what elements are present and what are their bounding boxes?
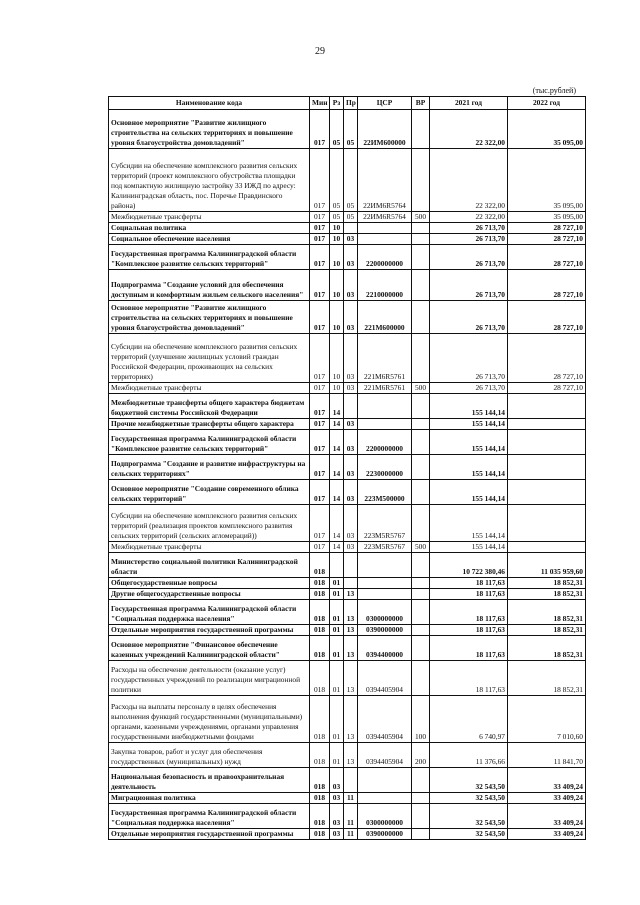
cell-2022: 35 095,00 [508, 149, 586, 212]
cell-min: 017 [310, 110, 330, 149]
cell-2021: 155 144,14 [430, 542, 508, 553]
cell-2021: 155 144,14 [430, 480, 508, 505]
cell-rz: 03 [330, 768, 344, 793]
cell-pr: 13 [344, 600, 358, 625]
cell-rz: 05 [330, 212, 344, 223]
cell-csr: 2230000000 [358, 455, 412, 480]
cell-min: 017 [310, 419, 330, 430]
cell-pr [344, 768, 358, 793]
cell-min: 018 [310, 578, 330, 589]
cell-vr [412, 394, 430, 419]
cell-2021: 26 713,70 [430, 334, 508, 383]
cell-2022: 33 409,24 [508, 793, 586, 804]
cell-csr [358, 793, 412, 804]
cell-vr [412, 768, 430, 793]
cell-vr: 500 [412, 383, 430, 394]
cell-2022 [508, 480, 586, 505]
cell-min: 017 [310, 234, 330, 245]
cell-min: 017 [310, 455, 330, 480]
cell-name: Основное мероприятие "Развитие жилищного строительства на сельских территориях и повышение уровня благоустройства домовладений" [109, 301, 310, 334]
cell-2021: 155 144,14 [430, 455, 508, 480]
cell-name: Общегосударственные вопросы [109, 578, 310, 589]
cell-min: 017 [310, 245, 330, 270]
cell-pr: 05 [344, 110, 358, 149]
table-row [109, 223, 586, 234]
cell-2022: 28 727,10 [508, 245, 586, 270]
cell-min: 018 [310, 589, 330, 600]
cell-csr: 0394405904 [358, 661, 412, 696]
table-header-row [109, 97, 586, 110]
cell-min: 017 [310, 383, 330, 394]
cell-min: 018 [310, 804, 330, 829]
col-header-min: Мин [310, 97, 330, 110]
cell-rz: 14 [330, 419, 344, 430]
cell-rz: 05 [330, 149, 344, 212]
cell-vr [412, 829, 430, 840]
cell-2021: 26 713,70 [430, 245, 508, 270]
cell-vr [412, 110, 430, 149]
cell-rz [330, 553, 344, 578]
cell-pr: 13 [344, 696, 358, 743]
cell-rz: 10 [330, 301, 344, 334]
cell-name: Министерство социальной политики Калининградской области [109, 553, 310, 578]
cell-2022: 35 095,00 [508, 110, 586, 149]
cell-vr [412, 625, 430, 636]
cell-csr: 22ИМ600000 [358, 110, 412, 149]
cell-csr [358, 553, 412, 578]
cell-min: 017 [310, 212, 330, 223]
cell-2022: 11 841,70 [508, 743, 586, 768]
cell-pr: 05 [344, 212, 358, 223]
col-header-2022: 2022 год [508, 97, 586, 110]
cell-vr [412, 455, 430, 480]
cell-2021: 26 713,70 [430, 301, 508, 334]
cell-name: Национальная безопасность и правоохранительная деятельность [109, 768, 310, 793]
cell-2021: 18 117,63 [430, 589, 508, 600]
cell-name: Другие общегосударственные вопросы [109, 589, 310, 600]
cell-pr: 03 [344, 245, 358, 270]
cell-rz: 01 [330, 600, 344, 625]
cell-pr: 03 [344, 505, 358, 542]
col-header-pr: Пр [344, 97, 358, 110]
cell-2022: 28 727,10 [508, 234, 586, 245]
cell-vr [412, 245, 430, 270]
cell-2022 [508, 430, 586, 455]
cell-name: Межбюджетные трансферты общего характера бюджетам бюджетной системы Российской Федерации [109, 394, 310, 419]
cell-csr: 22ИМ6R5764 [358, 212, 412, 223]
table-row [109, 578, 586, 589]
cell-min: 017 [310, 149, 330, 212]
cell-2021: 22 322,00 [430, 149, 508, 212]
cell-min: 017 [310, 394, 330, 419]
cell-2022: 35 095,00 [508, 212, 586, 223]
cell-vr [412, 600, 430, 625]
cell-csr: 0390000000 [358, 625, 412, 636]
cell-vr [412, 234, 430, 245]
cell-csr [358, 578, 412, 589]
cell-min: 017 [310, 223, 330, 234]
cell-2021: 155 144,14 [430, 419, 508, 430]
table-row [109, 455, 586, 480]
cell-csr [358, 394, 412, 419]
cell-min: 018 [310, 768, 330, 793]
cell-2022 [508, 394, 586, 419]
col-header-vr: ВР [412, 97, 430, 110]
cell-min: 018 [310, 661, 330, 696]
cell-csr: 0390000000 [358, 829, 412, 840]
cell-rz: 01 [330, 661, 344, 696]
cell-2022: 18 852,31 [508, 589, 586, 600]
cell-rz: 01 [330, 578, 344, 589]
cell-vr [412, 505, 430, 542]
table-row [109, 149, 586, 212]
cell-2022 [508, 455, 586, 480]
table-row [109, 110, 586, 149]
cell-pr [344, 553, 358, 578]
budget-table [108, 96, 586, 840]
cell-vr [412, 661, 430, 696]
cell-rz: 05 [330, 110, 344, 149]
cell-vr: 500 [412, 542, 430, 553]
table-row [109, 301, 586, 334]
table-row [109, 383, 586, 394]
cell-2021: 26 713,70 [430, 383, 508, 394]
col-header-csr: ЦСР [358, 97, 412, 110]
cell-rz: 01 [330, 636, 344, 661]
cell-pr: 03 [344, 480, 358, 505]
col-header-2021: 2021 год [430, 97, 508, 110]
cell-pr: 03 [344, 430, 358, 455]
cell-2021: 32 543,50 [430, 768, 508, 793]
cell-min: 018 [310, 600, 330, 625]
cell-vr [412, 430, 430, 455]
cell-name: Государственная программа Калининградской области "Социальная поддержка населения" [109, 804, 310, 829]
cell-pr: 11 [344, 829, 358, 840]
cell-2022: 28 727,10 [508, 301, 586, 334]
cell-name: Прочие межбюджетные трансферты общего характера [109, 419, 310, 430]
cell-2021: 155 144,14 [430, 430, 508, 455]
cell-name: Субсидии на обеспечение комплексного развития сельских территорий (проект комплексного обустройства площадки под компактную жилищную застройку 33 ИЖД по адресу: Калининградская область, пос. Поречье Правдинского района) [109, 149, 310, 212]
cell-min: 018 [310, 829, 330, 840]
cell-rz: 03 [330, 829, 344, 840]
cell-rz: 14 [330, 505, 344, 542]
cell-2021: 11 376,66 [430, 743, 508, 768]
col-header-rz: Рз [330, 97, 344, 110]
cell-rz: 14 [330, 480, 344, 505]
cell-pr: 03 [344, 270, 358, 301]
cell-csr [358, 419, 412, 430]
cell-name: Отдельные мероприятия государственной программы [109, 625, 310, 636]
cell-2022 [508, 505, 586, 542]
cell-2022: 28 727,10 [508, 223, 586, 234]
cell-vr [412, 223, 430, 234]
cell-name: Государственная программа Калининградской области "Комплексное развитие сельских территорий" [109, 430, 310, 455]
cell-name: Социальная политика [109, 223, 310, 234]
table-row [109, 480, 586, 505]
cell-2022: 33 409,24 [508, 768, 586, 793]
table-row [109, 553, 586, 578]
cell-2021: 22 322,00 [430, 110, 508, 149]
cell-2021: 32 543,50 [430, 804, 508, 829]
cell-name: Государственная программа Калининградской области "Комплексное развитие сельских территорий" [109, 245, 310, 270]
cell-pr: 13 [344, 589, 358, 600]
cell-name: Подпрограмма "Создание и развитие инфраструктуры на сельских территориях" [109, 455, 310, 480]
cell-csr: 0394405904 [358, 743, 412, 768]
cell-2022: 11 035 959,60 [508, 553, 586, 578]
units-label: (тыс.рублей) [532, 86, 576, 95]
table-row [109, 743, 586, 768]
cell-2021: 22 322,00 [430, 212, 508, 223]
table-row [109, 212, 586, 223]
cell-csr: 2200000000 [358, 430, 412, 455]
cell-2021: 18 117,63 [430, 625, 508, 636]
cell-min: 018 [310, 553, 330, 578]
cell-name: Подпрограмма "Создание условий для обеспечения доступным и комфортным жильем сельского населения" [109, 270, 310, 301]
cell-2021: 18 117,63 [430, 600, 508, 625]
cell-2021: 32 543,50 [430, 793, 508, 804]
cell-name: Закупка товаров, работ и услуг для обеспечения государственных (муниципальных) нужд [109, 743, 310, 768]
col-header-name: Наименование кода [109, 97, 310, 110]
cell-2022: 18 852,31 [508, 578, 586, 589]
cell-name: Межбюджетные трансферты [109, 542, 310, 553]
table-row [109, 793, 586, 804]
cell-csr [358, 589, 412, 600]
cell-rz: 01 [330, 743, 344, 768]
cell-vr [412, 480, 430, 505]
cell-rz: 01 [330, 625, 344, 636]
table-row [109, 636, 586, 661]
cell-vr [412, 553, 430, 578]
cell-min: 018 [310, 793, 330, 804]
cell-csr: 0394400000 [358, 636, 412, 661]
cell-csr: 221М6R5761 [358, 383, 412, 394]
cell-min: 017 [310, 505, 330, 542]
cell-rz: 03 [330, 804, 344, 829]
cell-vr [412, 793, 430, 804]
table-row [109, 430, 586, 455]
cell-vr: 100 [412, 696, 430, 743]
cell-min: 018 [310, 696, 330, 743]
cell-name: Расходы на обеспечение деятельности (оказание услуг) государственных учреждений по реализации миграционной политики [109, 661, 310, 696]
cell-2021: 155 144,14 [430, 505, 508, 542]
cell-name: Основное мероприятие "Развитие жилищного строительства на сельских территориях и повышение уровня благоустройства домовладений" [109, 110, 310, 149]
table-row [109, 696, 586, 743]
table-row [109, 419, 586, 430]
cell-2021: 18 117,63 [430, 636, 508, 661]
table-row [109, 334, 586, 383]
cell-2022: 33 409,24 [508, 829, 586, 840]
table-row [109, 661, 586, 696]
cell-pr [344, 223, 358, 234]
cell-pr: 03 [344, 455, 358, 480]
cell-rz: 14 [330, 394, 344, 419]
cell-2022: 28 727,10 [508, 334, 586, 383]
cell-name: Субсидии на обеспечение комплексного развития сельских территорий (реализация проектов комплексного развития сельских территорий (сельских агломераций)) [109, 505, 310, 542]
cell-rz: 10 [330, 383, 344, 394]
cell-csr [358, 223, 412, 234]
cell-pr: 03 [344, 301, 358, 334]
cell-name: Расходы на выплаты персоналу в целях обеспечения выполнения функций государственными (муниципальными) органами, казенными учреждениями, органами управления государственными внебюджетными фондами [109, 696, 310, 743]
table-row [109, 625, 586, 636]
table-body [109, 110, 586, 840]
cell-rz: 10 [330, 270, 344, 301]
cell-2022: 18 852,31 [508, 661, 586, 696]
table-row [109, 542, 586, 553]
cell-name: Отдельные мероприятия государственной программы [109, 829, 310, 840]
cell-pr [344, 394, 358, 419]
cell-2021: 26 713,70 [430, 234, 508, 245]
cell-rz: 10 [330, 334, 344, 383]
cell-csr: 22ИМ6R5764 [358, 149, 412, 212]
cell-pr: 05 [344, 149, 358, 212]
cell-vr [412, 636, 430, 661]
cell-pr: 03 [344, 542, 358, 553]
cell-vr: 200 [412, 743, 430, 768]
cell-name: Межбюджетные трансферты [109, 212, 310, 223]
cell-pr: 03 [344, 419, 358, 430]
table-row [109, 829, 586, 840]
cell-csr [358, 768, 412, 793]
cell-csr: 223М5R5767 [358, 505, 412, 542]
cell-rz: 03 [330, 793, 344, 804]
cell-2022: 28 727,10 [508, 383, 586, 394]
cell-csr [358, 234, 412, 245]
cell-csr: 221М600000 [358, 301, 412, 334]
cell-rz: 14 [330, 430, 344, 455]
table-row [109, 394, 586, 419]
cell-2021: 6 740,97 [430, 696, 508, 743]
cell-name: Межбюджетные трансферты [109, 383, 310, 394]
cell-min: 017 [310, 334, 330, 383]
cell-min: 017 [310, 430, 330, 455]
cell-2021: 10 722 380,46 [430, 553, 508, 578]
cell-2021: 26 713,70 [430, 223, 508, 234]
cell-csr: 221М6R5761 [358, 334, 412, 383]
table-row [109, 804, 586, 829]
table-row [109, 768, 586, 793]
cell-min: 017 [310, 480, 330, 505]
cell-pr: 03 [344, 234, 358, 245]
cell-2022: 18 852,31 [508, 636, 586, 661]
cell-2022: 33 409,24 [508, 804, 586, 829]
cell-pr: 11 [344, 793, 358, 804]
cell-2021: 155 144,14 [430, 394, 508, 419]
cell-csr: 223М500000 [358, 480, 412, 505]
cell-vr: 500 [412, 212, 430, 223]
cell-vr [412, 578, 430, 589]
cell-vr [412, 270, 430, 301]
cell-csr: 223М5R5767 [358, 542, 412, 553]
page-number: 29 [315, 46, 325, 57]
cell-rz: 10 [330, 234, 344, 245]
table-row [109, 505, 586, 542]
cell-rz: 14 [330, 455, 344, 480]
cell-name: Миграционная политика [109, 793, 310, 804]
cell-min: 017 [310, 542, 330, 553]
cell-2022 [508, 419, 586, 430]
cell-2022: 28 727,10 [508, 270, 586, 301]
cell-csr: 0300000000 [358, 804, 412, 829]
cell-pr: 03 [344, 383, 358, 394]
cell-2022: 7 010,60 [508, 696, 586, 743]
cell-name: Основное мероприятие "Создание современного облика сельских территорий" [109, 480, 310, 505]
cell-pr [344, 578, 358, 589]
cell-2022 [508, 542, 586, 553]
cell-min: 017 [310, 301, 330, 334]
cell-csr: 0300000000 [358, 600, 412, 625]
table-row [109, 600, 586, 625]
cell-pr: 13 [344, 661, 358, 696]
cell-min: 018 [310, 636, 330, 661]
cell-2022: 18 852,31 [508, 600, 586, 625]
cell-2021: 26 713,70 [430, 270, 508, 301]
cell-2021: 18 117,63 [430, 661, 508, 696]
cell-2021: 32 543,50 [430, 829, 508, 840]
table-row [109, 245, 586, 270]
cell-rz: 14 [330, 542, 344, 553]
cell-csr: 2210000000 [358, 270, 412, 301]
cell-csr: 0394405904 [358, 696, 412, 743]
cell-vr [412, 419, 430, 430]
cell-vr [412, 149, 430, 212]
cell-vr [412, 334, 430, 383]
cell-2021: 18 117,63 [430, 578, 508, 589]
cell-pr: 13 [344, 625, 358, 636]
table-row [109, 234, 586, 245]
cell-name: Субсидии на обеспечение комплексного развития сельских территорий (улучшение жилищных условий граждан Российской Федерации, проживающих на сельских территориях) [109, 334, 310, 383]
cell-2022: 18 852,31 [508, 625, 586, 636]
cell-pr: 13 [344, 636, 358, 661]
cell-rz: 10 [330, 245, 344, 270]
cell-pr: 03 [344, 334, 358, 383]
cell-name: Социальное обеспечение населения [109, 234, 310, 245]
cell-min: 018 [310, 625, 330, 636]
cell-vr [412, 301, 430, 334]
cell-vr [412, 804, 430, 829]
table-row [109, 589, 586, 600]
cell-rz: 01 [330, 696, 344, 743]
cell-csr: 2200000000 [358, 245, 412, 270]
cell-name: Основное мероприятие "Финансовое обеспечение казенных учреждений Калининградской области" [109, 636, 310, 661]
table-row [109, 270, 586, 301]
cell-pr: 13 [344, 743, 358, 768]
cell-rz: 10 [330, 223, 344, 234]
cell-rz: 01 [330, 589, 344, 600]
cell-name: Государственная программа Калининградской области "Социальная поддержка населения" [109, 600, 310, 625]
cell-min: 018 [310, 743, 330, 768]
cell-pr: 11 [344, 804, 358, 829]
cell-min: 017 [310, 270, 330, 301]
cell-vr [412, 589, 430, 600]
